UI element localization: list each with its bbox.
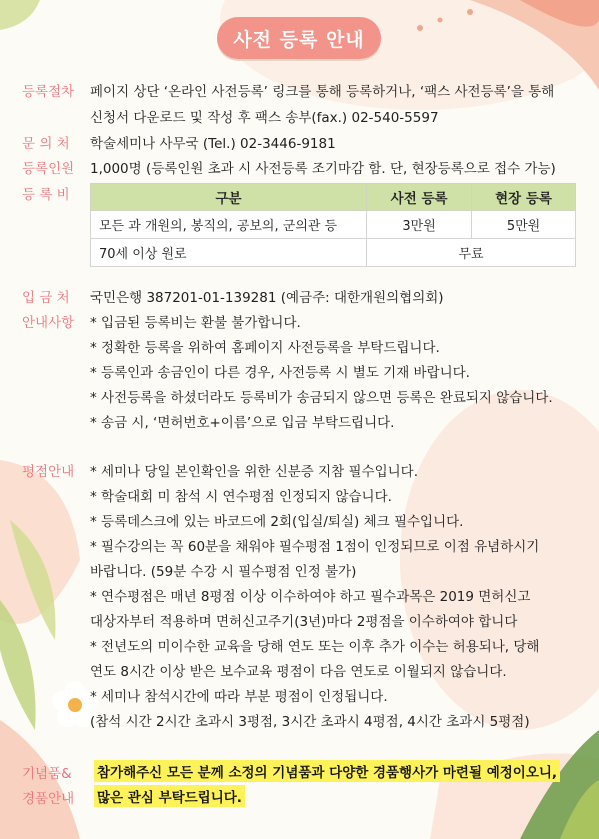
procedure-line-2: 신청서 다운로드 및 작성 후 팩스 송부(fax.) 02-540-5597: [90, 110, 439, 126]
notes-bullet: * 사전등록을 하셨더라도 등록비가 송금되지 않으면 등록은 완료되지 않습니다.: [90, 390, 553, 406]
procedure-line-1: 페이지 상단 ‘온라인 사전등록’ 링크를 통해 등록하거나, ‘팩스 사전등록’을 통해: [90, 84, 555, 100]
credits-bullet: 바랍니다. (59분 수강 시 필수평점 인정 불가): [90, 564, 357, 580]
notes-bullet: * 송금 시, ‘면허번호+이름’으로 입금 부탁드립니다.: [90, 415, 395, 431]
procedure-label: 등록절차: [22, 84, 75, 100]
gifts-highlight-2: 많은 관심 부탁드립니다.: [94, 785, 245, 807]
credits-bullet: (참석 시간 2시간 초과시 3평점, 3시간 초과시 4평점, 4시간 초과시 5평점): [90, 714, 530, 730]
table-row: [91, 211, 576, 239]
fee-label: 등 록 비: [22, 187, 70, 203]
gifts-highlight-1: 참가해주신 모든 분께 소정의 기념품과 다양한 경품행사가 마련될 예정이오니,: [94, 760, 560, 782]
page-title: 사전 등록 안내: [217, 17, 381, 59]
credits-bullet: * 세미나 당일 본인확인을 위한 신분증 지참 필수입니다.: [90, 464, 418, 480]
credits-bullet: * 연수평점은 매년 8평점 이상 이수하여야 하고 필수과목은 2019 면허신고: [90, 589, 531, 605]
credits-bullet: 연도 8시간 이상 받은 보수교육 평점이 다음 연도로 이월되지 않습니다.: [90, 664, 507, 680]
inquiry-text: 학술세미나 사무국 (Tel.) 02-3446-9181: [90, 136, 336, 152]
fee-table: [90, 183, 576, 267]
notes-bullet: * 정확한 등록을 위하여 홈페이지 사전등록을 부탁드립니다.: [90, 340, 440, 356]
table-header-row: [91, 184, 576, 211]
credits-bullet: * 필수강의는 꼭 60분을 채워야 필수평점 1점이 인정되므로 이점 유념하시기: [90, 539, 540, 555]
credits-bullet: * 등록데스크에 있는 바코드에 2회(입실/퇴실) 체크 필수입니다.: [90, 514, 464, 530]
capacity-text: 1,000명 (등록인원 초과 시 사전등록 조기마감 함. 단, 현장등록으로 접수 가능): [90, 161, 556, 177]
fee-header-onsite: 현장 등록: [472, 184, 576, 211]
fee-cell: 5만원: [472, 211, 576, 239]
table-row: [91, 239, 576, 267]
account-label: 입 금 처: [22, 290, 70, 306]
fee-cell: 무료: [367, 239, 576, 267]
capacity-label: 등록인원: [22, 161, 75, 177]
credits-label: 평점안내: [22, 464, 75, 480]
credits-bullet: * 학술대회 미 참석 시 연수평점 인정되지 않습니다.: [90, 489, 392, 505]
credits-bullet: 대상자부터 적용하며 면허신고주기(3년)마다 2평점을 이수하여야 합니다: [90, 614, 518, 630]
account-text: 국민은행 387201-01-139281 (예금주: 대한개원의협의회): [90, 290, 444, 306]
gifts-label-2: 경품안내: [22, 791, 75, 807]
gifts-label-1: 기념품&: [22, 766, 72, 782]
credits-bullet: * 전년도의 미이수한 교육을 당해 연도 또는 이후 추가 이수는 허용되나, 당해: [90, 639, 540, 655]
notes-bullet: * 등록인과 송금인이 다른 경우, 사전등록 시 별도 기재 바랍니다.: [90, 365, 470, 381]
fee-cell: 70세 이상 원로: [91, 239, 367, 267]
fee-header-category: 구분: [91, 184, 367, 211]
credits-bullet: * 세미나 참석시간에 따라 부분 평점이 인정됩니다.: [90, 689, 388, 705]
notes-label: 안내사항: [22, 315, 75, 331]
notes-bullet: * 입금된 등록비는 환불 불가합니다.: [90, 315, 301, 331]
fee-header-pre: 사전 등록: [367, 184, 472, 211]
inquiry-label: 문 의 처: [22, 136, 70, 152]
fee-cell: 모든 과 개원의, 봉직의, 공보의, 군의관 등: [91, 211, 367, 239]
fee-cell: 3만원: [367, 211, 472, 239]
